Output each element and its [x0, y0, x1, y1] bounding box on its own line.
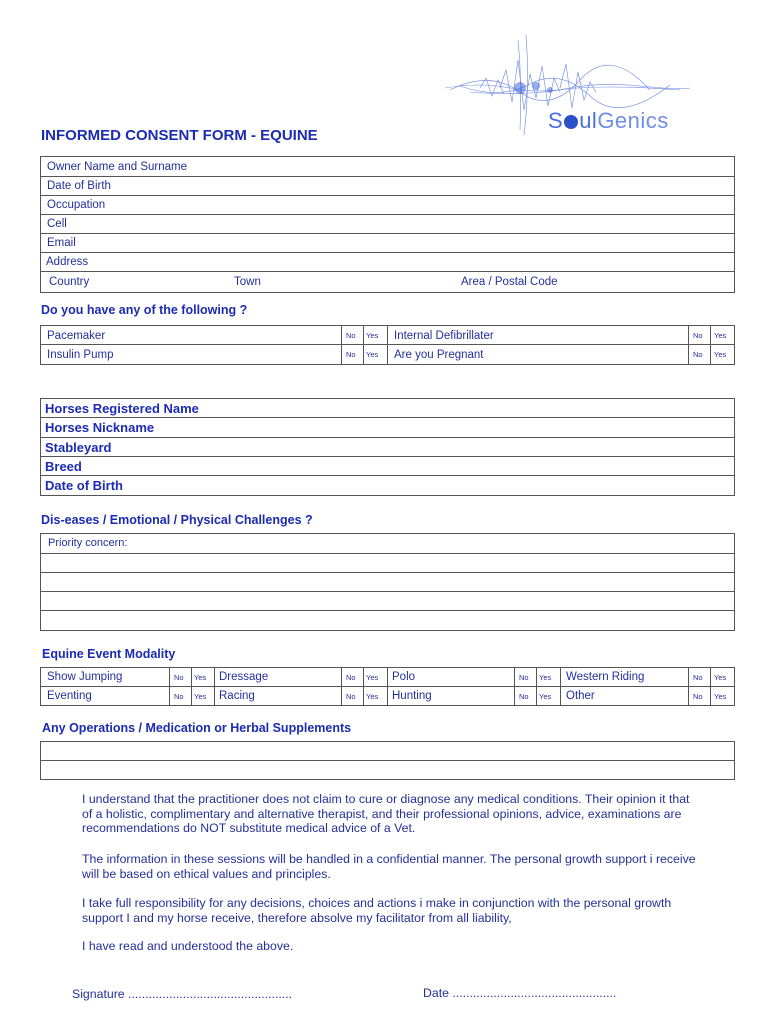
logo-letters-ul: ul: [579, 108, 598, 133]
operations-heading: Any Operations / Medication or Herbal Supplements: [42, 721, 352, 735]
western-riding-label: Western Riding: [566, 671, 645, 683]
signature-line[interactable]: Signature ................................................: [72, 987, 293, 1001]
horse-registered-name-field[interactable]: [41, 399, 734, 418]
country-label: Country: [49, 276, 90, 288]
stableyard-field[interactable]: [41, 438, 734, 457]
conditions-table: [40, 325, 735, 365]
address-field[interactable]: [41, 253, 734, 272]
logo-letter-s: S: [548, 108, 564, 133]
show-jumping-no-option[interactable]: No: [174, 673, 184, 682]
logo-wordmark: [548, 108, 669, 134]
pregnant-label: Are you Pregnant: [394, 349, 484, 361]
conditions-row-1: [41, 326, 734, 345]
insulin-pump-yes-option[interactable]: Yes: [366, 350, 379, 359]
horse-nickname-field[interactable]: [41, 418, 734, 438]
diseases-line-5[interactable]: [41, 611, 734, 631]
logo-letters-genics: Genics: [597, 108, 669, 133]
insulin-pump-label: Insulin Pump: [47, 349, 114, 361]
owner-dob-field[interactable]: [41, 177, 734, 196]
eventing-yes-option[interactable]: Yes: [194, 692, 207, 701]
owner-name-field[interactable]: [41, 157, 734, 177]
defibrillator-label: Internal Defibrillater: [394, 330, 494, 342]
priority-concern-label: Priority concern:: [48, 537, 128, 549]
cell-label: Cell: [47, 218, 67, 230]
show-jumping-label: Show Jumping: [47, 671, 123, 683]
address-label: Address: [46, 256, 89, 268]
breed-field[interactable]: [41, 457, 734, 476]
hunting-label: Hunting: [392, 690, 432, 702]
horse-dob-field[interactable]: [41, 476, 734, 496]
operations-table: [40, 741, 735, 780]
modality-row-1: [41, 668, 734, 687]
pacemaker-no-option[interactable]: No: [346, 331, 356, 340]
conditions-row-2: [41, 345, 734, 365]
occupation-field[interactable]: [41, 196, 734, 215]
stableyard-label: Stableyard: [45, 440, 112, 455]
location-row[interactable]: [41, 272, 734, 293]
dressage-no-option[interactable]: No: [346, 673, 356, 682]
polo-no-option[interactable]: No: [519, 673, 529, 682]
dressage-label: Dressage: [219, 671, 269, 683]
hunting-yes-option[interactable]: Yes: [539, 692, 552, 701]
date-line[interactable]: Date ................................................: [423, 986, 617, 1000]
other-label: Other: [566, 690, 595, 702]
dressage-yes-option[interactable]: Yes: [366, 673, 379, 682]
horse-dob-label: Date of Birth: [45, 478, 123, 493]
western-riding-no-option[interactable]: No: [693, 673, 703, 682]
cell-field[interactable]: [41, 215, 734, 234]
occupation-label: Occupation: [47, 199, 106, 211]
defibrillator-yes-option[interactable]: Yes: [714, 331, 727, 340]
consent-paragraph-4: I have read and understood the above.: [82, 939, 294, 953]
owner-dob-label: Date of Birth: [47, 180, 111, 192]
form-title: INFORMED CONSENT FORM - EQUINE: [41, 127, 318, 144]
consent-paragraph-3: I take full responsibility for any decisions, choices and actions i make in conjunction with the personal growth support I and my horse receive, therefore absolve my facilitator from all liability,: [82, 896, 672, 925]
owner-details-table: [40, 156, 735, 293]
diseases-line-2[interactable]: [41, 554, 734, 573]
polo-label: Polo: [392, 671, 416, 683]
conditions-heading: Do you have any of the following ?: [41, 303, 248, 317]
operations-line-2[interactable]: [41, 761, 734, 780]
modality-table: [40, 667, 735, 706]
pregnant-yes-option[interactable]: Yes: [714, 350, 727, 359]
consent-paragraph-1: I understand that the practitioner does not claim to cure or diagnose any medical conditions. Their opinion it that of a holistic, complimentary and alternative therapist, and their professional opinions, advice, examinations are recommendations do NOT substitute medical advice of a Vet.: [82, 792, 690, 835]
horse-details-table: [40, 398, 735, 496]
priority-concern-field[interactable]: [41, 534, 734, 554]
western-riding-yes-option[interactable]: Yes: [714, 673, 727, 682]
email-label: Email: [47, 237, 76, 249]
racing-label: Racing: [219, 690, 255, 702]
polo-yes-option[interactable]: Yes: [539, 673, 552, 682]
town-label: Town: [234, 276, 261, 288]
other-no-option[interactable]: No: [693, 692, 703, 701]
horse-nickname-label: Horses Nickname: [45, 420, 155, 435]
diseases-table: [40, 533, 735, 631]
hunting-no-option[interactable]: No: [519, 692, 529, 701]
eventing-label: Eventing: [47, 690, 92, 702]
modality-heading: Equine Event Modality: [42, 647, 176, 661]
diseases-heading: Dis-eases / Emotional / Physical Challenges ?: [41, 513, 313, 527]
defibrillator-no-option[interactable]: No: [693, 331, 703, 340]
diseases-line-4[interactable]: [41, 592, 734, 611]
pregnant-no-option[interactable]: No: [693, 350, 703, 359]
postal-code-label: Area / Postal Code: [461, 276, 558, 288]
logo-o-icon: [564, 115, 578, 129]
horse-registered-name-label: Horses Registered Name: [45, 401, 199, 416]
racing-no-option[interactable]: No: [346, 692, 356, 701]
other-yes-option[interactable]: Yes: [714, 692, 727, 701]
show-jumping-yes-option[interactable]: Yes: [194, 673, 207, 682]
email-field[interactable]: [41, 234, 734, 253]
owner-name-label: Owner Name and Surname: [47, 161, 187, 173]
modality-row-2: [41, 687, 734, 706]
operations-line-1[interactable]: [41, 742, 734, 761]
breed-label: Breed: [45, 459, 82, 474]
consent-paragraph-2: The information in these sessions will be handled in a confidential manner. The personal growth support i receive will be based on ethical values and principles.: [82, 852, 696, 881]
diseases-line-3[interactable]: [41, 573, 734, 592]
eventing-no-option[interactable]: No: [174, 692, 184, 701]
pacemaker-yes-option[interactable]: Yes: [366, 331, 379, 340]
racing-yes-option[interactable]: Yes: [366, 692, 379, 701]
insulin-pump-no-option[interactable]: No: [346, 350, 356, 359]
pacemaker-label: Pacemaker: [47, 330, 106, 342]
